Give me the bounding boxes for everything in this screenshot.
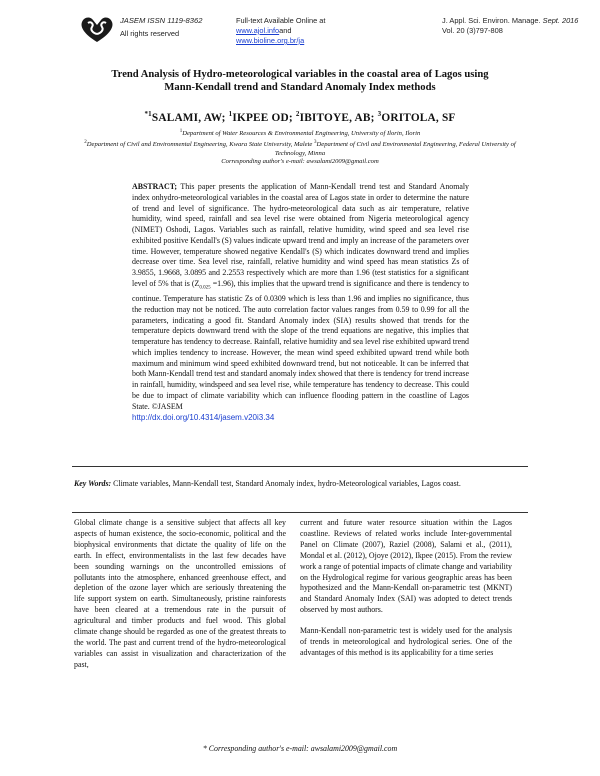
jasem-logo-icon	[78, 14, 116, 44]
author-mark: 3	[377, 110, 382, 118]
affil-mark: 1	[179, 129, 183, 134]
author-list	[60, 110, 540, 124]
keywords	[74, 479, 526, 489]
journal-date: Sept. 2016	[542, 16, 579, 25]
article-title	[60, 68, 540, 94]
body-paragraph: Global climate change is a sensitive subject that affects all key aspects of human existence, the socio-economic, political and the biophysical environments that dictate the quality of life on the earth. In effect, environmentalists in the last few decades have been sounding warnings on the uncontrolled emissions of pollutants into the atmosphere, enhanced greenhouse effect, and depletion of the ozone layer which are seriously threatening the life support system on earth. Simultaneously, pristine rainforests have been cleared at a tremendous rate in the pursuit of agricultural and timber products and fuel wood. This global climate change should be regarded as one of the greatest threats to the world. The past and current trend of the hydro-meteorological variables can assist in visualization and characterization of the past,	[74, 518, 286, 669]
fulltext-availability	[236, 16, 325, 46]
abstract-label: ABSTRACT;	[132, 182, 178, 191]
author-name: IKPEE OD;	[232, 111, 296, 124]
affiliation: Department of Civil and Environmental Engineering, Kwara State University, Malete	[86, 140, 313, 148]
affiliation: Department of Water Resources & Environmental Engineering, University of Ilorin, Ilorin	[182, 130, 421, 138]
journal-citation	[442, 16, 578, 36]
author-mark: 2	[295, 110, 300, 118]
affil-mark: 2	[84, 139, 87, 145]
corresponding-email: Corresponding author's e-mail: awsalami2009@gmail.com	[221, 158, 379, 166]
title-line-1: Trend Analysis of Hydro-meteorological variables in the coastal area of Lagos using	[111, 69, 489, 80]
author-mark: *1	[144, 110, 152, 118]
author-name: ORITOLA, SF	[381, 111, 456, 124]
divider	[72, 512, 528, 513]
fulltext-line: Full-text Available Online at	[236, 16, 326, 25]
keywords-label: Key Words:	[74, 479, 112, 488]
abstract-text-continued: =1.96), this implies that the upward trend is significance and there is tendency to continue. Temperature has statistic Zs of 0.0309 which is less than 1.96 and implies no significance, thus the reduction may not be noticed. The auto correlation factor values ranges from 0.59 to 0.99 for all the parameters, indicating a good fit. Standard Anomaly index (SIA) results showed that trends for the temperature depicts downward trend with the slope of the trend equations are negative, this implies that temperature has tendency to decrease. Rainfall, relative humidity and sea level rise exhibited upward trend which implies tendency to increase. However, the mean wind speed exhibited upward trend while both maximum and minimum wind speed exhibited downward trend, but not noticeable. It can be inferred that both Mann-Kendall trend test and standard anomaly index showed that there is tendency for trend increase in rainfall, humidity, windspeed and sea level rise, while temperature has tendency to decrease. This could be due to impact of climate variability which can influence flooding pattern in the coastline of Lagos State. ©JASEM	[132, 278, 469, 411]
body-column-right	[300, 518, 512, 659]
divider	[72, 466, 528, 467]
journal-volume: Vol. 20 (3)797-808	[442, 26, 503, 35]
z-subscript: 0.025	[199, 285, 211, 291]
abstract-text: This paper presents the application of Mann-Kendall trend test and Standard Anomaly index onhydro-meteorological variables in the coastal area of Lagos state in order to determine the nature of trend and level of significance. The hydro-meteorological data such as air temperature, relative humidity, wind speed, rainfall and sea level rise were obtained from Nigeria meteorological agency (NIMET) Oshodi, Lagos. Variables such as rainfall, relative humidity, wind speed and sea level rise exhibited positive Kendall's (S) values indicate upward trend and imply an increase of the parameters over time. However, temperature showed negative Kendall's (S) which indicates downward trend and implies decrease over time. Sea level rise, rainfall, relative humidity and wind speed has mean statistics Zs of 3.9855, 1.9668, 3.0895 and 2.2553 respectively which are more than 1.96 (test statistics for a significant level of 5% that is (Z	[132, 182, 469, 288]
rights-notice: All rights reserved	[120, 29, 180, 38]
affiliation: Department of Civil and Environmental Engineering, Federal University of Technology, Minna	[274, 140, 516, 157]
affiliations	[70, 128, 530, 167]
journal-issn: JASEM ISSN 1119-8362	[120, 16, 203, 25]
affil-mark: 3	[314, 139, 317, 145]
author-mark: 1	[228, 110, 233, 118]
author-name: IBITOYE, AB;	[299, 111, 378, 124]
ajol-link[interactable]: www.ajol.info	[236, 26, 280, 35]
journal-abbr: J. Appl. Sci. Environ. Manage.	[442, 16, 541, 25]
body-paragraph: Mann-Kendall non-parametric test is widely used for the analysis of trends in meteorological and hydrological series. One of the advantages of this method is its applicability for a time series	[300, 626, 512, 657]
title-line-2: Mann-Kendall trend and Standard Anomaly Index methods	[164, 82, 436, 93]
abstract	[132, 182, 469, 424]
body-paragraph: current and future water resource situation within the Lagos coastline. Reviews of related works include Inter-governmental Panel on Climate (2007), Raziel (2008), Salami et al., (2011), Mondal et al. (2012), Ojoye (2012), Ikpee (2015). From the review work a range of potential impacts of climate change and variability on the Hydrological regime for various geographic areas has been hypothesized and the Mann-Kendall on-parametric test (MKNT) and Standard Anomaly Index (SAI) was adopted to detect trends observed by most authors.	[300, 518, 512, 615]
doi-link[interactable]: http://dx.doi.org/10.4314/jasem.v20i3.34	[132, 413, 275, 423]
bioline-link[interactable]: www.bioline.org.br/ja	[236, 36, 305, 45]
link-join: and	[279, 26, 292, 35]
body-column-left	[74, 518, 286, 671]
keywords-text: Climate variables, Mann-Kendall test, Standard Anomaly index, hydro-Meteorological variables, Lagos coast.	[111, 479, 461, 488]
corresponding-footer: * Corresponding author's e-mail: awsalami2009@gmail.com	[202, 744, 398, 753]
author-name: SALAMI, AW;	[151, 111, 229, 124]
